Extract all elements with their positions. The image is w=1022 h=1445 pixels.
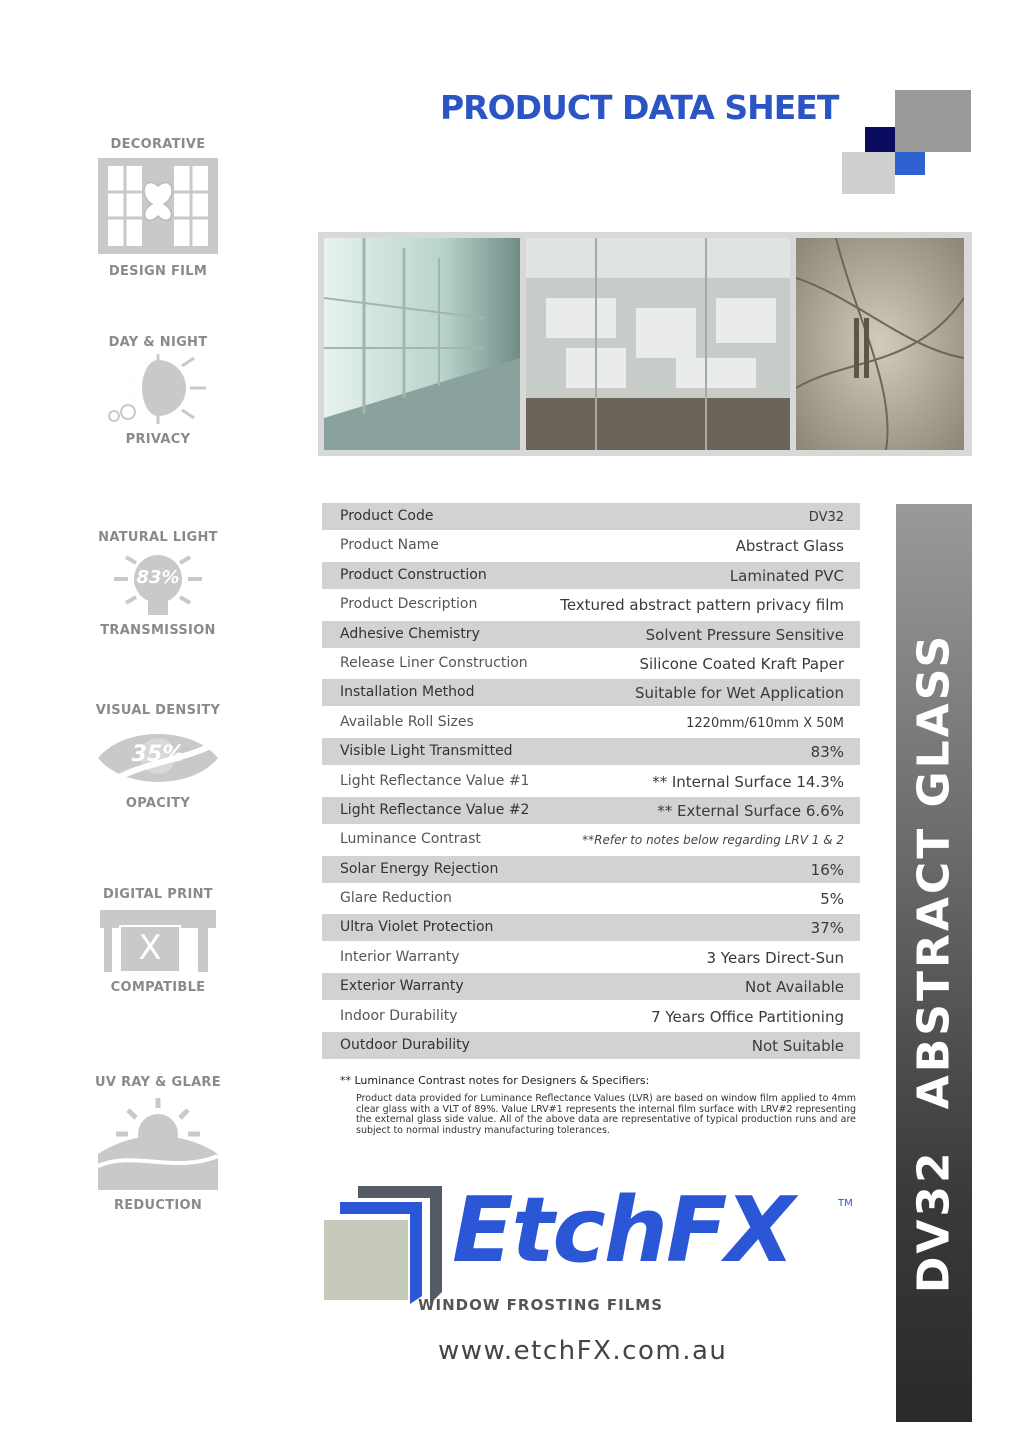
spec-row	[322, 532, 860, 559]
spec-label: Installation Method	[340, 684, 475, 701]
spec-label: Light Reflectance Value #2	[340, 801, 530, 818]
feature-label-bottom: REDUCTION	[113, 1198, 203, 1213]
spec-label: Glare Reduction	[340, 890, 452, 907]
decor-square-lightgrey	[842, 152, 895, 194]
spec-label: Solar Energy Rejection	[340, 860, 499, 877]
spec-row	[322, 591, 860, 618]
logo-word-fx: FX	[665, 1178, 793, 1283]
decor-square-navy	[865, 127, 895, 152]
feature-label-top: DIGITAL PRINT	[103, 887, 213, 902]
spec-row	[322, 768, 860, 795]
spec-label: Outdoor Durability	[340, 1037, 470, 1054]
spec-value: DV32	[808, 510, 844, 525]
website-link[interactable]: www.etchFX.com.au	[438, 1336, 728, 1366]
eye-icon	[94, 722, 222, 792]
spec-value: 1220mm/610mm X 50M	[686, 715, 844, 731]
feature-label-top: NATURAL LIGHT	[98, 530, 218, 545]
spec-value: 83%	[810, 743, 844, 762]
spec-value: ** External Surface 6.6%	[657, 801, 844, 820]
spec-row	[322, 973, 860, 1000]
feature-density	[88, 703, 228, 811]
spec-row	[322, 621, 860, 648]
spec-value: Textured abstract pattern privacy film	[560, 596, 844, 615]
spec-label: Luminance Contrast	[340, 831, 481, 848]
photo-office	[526, 238, 790, 450]
spec-row	[322, 1032, 860, 1059]
spec-label: Ultra Violet Protection	[340, 919, 494, 936]
feature-decorative	[88, 137, 228, 279]
side-banner	[896, 504, 972, 1422]
spec-label: Product Construction	[340, 566, 487, 583]
logo-tagline: WINDOW FROSTING FILMS	[418, 1296, 664, 1314]
decor-square-grey	[895, 90, 971, 152]
feature-label-bottom: DESIGN FILM	[108, 264, 208, 279]
spec-row	[322, 914, 860, 941]
day-night-icon	[94, 354, 222, 424]
photo-corridor	[324, 238, 520, 450]
spec-value: 16%	[810, 860, 844, 879]
spec-label: Exterior Warranty	[340, 978, 464, 995]
feature-label-bottom: OPACITY	[125, 796, 191, 811]
spec-label: Adhesive Chemistry	[340, 625, 480, 642]
banner-name: ABSTRACT GLASS	[908, 632, 960, 1110]
spec-label: Interior Warranty	[340, 948, 460, 965]
spec-row	[322, 503, 860, 530]
spec-value: 3 Years Direct-Sun	[706, 948, 844, 967]
spec-table	[322, 503, 860, 1061]
spec-label: Light Reflectance Value #1	[340, 772, 530, 789]
spec-value: **Refer to notes below regarding LRV 1 & 2	[582, 833, 844, 848]
spec-row	[322, 709, 860, 736]
spec-row	[322, 944, 860, 971]
feature-light	[88, 530, 228, 638]
feature-print	[88, 887, 228, 995]
spec-row	[322, 826, 860, 853]
feature-label-top: DECORATIVE	[110, 137, 206, 152]
feature-label-bottom: TRANSMISSION	[100, 623, 216, 638]
print-value: X	[138, 928, 162, 968]
spec-label: Indoor Durability	[340, 1007, 458, 1024]
feature-label-bottom: COMPATIBLE	[110, 980, 206, 995]
spec-value: 7 Years Office Partitioning	[651, 1007, 844, 1026]
spec-label: Available Roll Sizes	[340, 713, 474, 730]
banner-code: DV32	[908, 1149, 960, 1294]
photo-strip	[318, 232, 972, 456]
decor-square-blue	[895, 152, 925, 175]
notes-body: Product data provided for Luminance Reflectance Values (LVR) are based on window film applied to 4mm clear glass with a VLT of 89%. Value LRV#1 represents the internal film surface with LRV#2 representing the external glass side value. All of the above data are representative of typical production runs and are subject to normal industry manufacturing tolerances.	[356, 1093, 856, 1136]
logo-word-etch: Etch	[452, 1178, 666, 1283]
feature-uv	[88, 1075, 228, 1213]
spec-value: 5%	[820, 890, 844, 909]
spec-row	[322, 1003, 860, 1030]
spec-row	[322, 856, 860, 883]
etchfx-logo	[322, 1178, 862, 1324]
spec-value: Silicone Coated Kraft Paper	[639, 654, 844, 673]
window-butterfly-icon	[94, 156, 222, 256]
spec-value: Suitable for Wet Application	[635, 684, 844, 703]
spec-label: Release Liner Construction	[340, 654, 528, 671]
spec-value: Not Available	[745, 978, 844, 997]
printer-icon	[94, 906, 222, 976]
banner-text	[909, 633, 960, 1293]
spec-row	[322, 738, 860, 765]
spec-label: Product Code	[340, 508, 434, 524]
light-value: 83%	[136, 567, 180, 588]
logo-wordmark	[452, 1178, 793, 1283]
spec-row	[322, 562, 860, 589]
spec-label: Product Name	[340, 537, 439, 554]
feature-privacy	[88, 335, 228, 447]
notes-heading: ** Luminance Contrast notes for Designers & Specifiers:	[340, 1074, 650, 1087]
spec-row	[322, 679, 860, 706]
spec-row	[322, 797, 860, 824]
spec-row	[322, 650, 860, 677]
spec-value: ** Internal Surface 14.3%	[652, 772, 844, 791]
page-title: PRODUCT DATA SHEET	[440, 88, 839, 127]
spec-row	[322, 885, 860, 912]
light-bulb-icon	[94, 549, 222, 619]
spec-label: Product Description	[340, 596, 478, 613]
feature-label-top: DAY & NIGHT	[108, 335, 208, 350]
spec-value: 37%	[810, 919, 844, 938]
logo-tm: TM	[838, 1198, 853, 1209]
feature-label-bottom: PRIVACY	[125, 432, 191, 447]
density-value: 35%	[131, 742, 185, 767]
spec-value: Laminated PVC	[729, 566, 844, 585]
feature-label-top: VISUAL DENSITY	[95, 703, 221, 718]
spec-value: Solvent Pressure Sensitive	[645, 625, 844, 644]
logo-mark-icon	[322, 1184, 452, 1304]
spec-value: Abstract Glass	[735, 537, 844, 556]
spec-label: Visible Light Transmitted	[340, 743, 513, 760]
feature-label-top: UV RAY & GLARE	[95, 1075, 221, 1090]
sun-hills-icon	[94, 1094, 222, 1190]
spec-value: Not Suitable	[751, 1037, 844, 1056]
photo-door	[796, 238, 964, 450]
